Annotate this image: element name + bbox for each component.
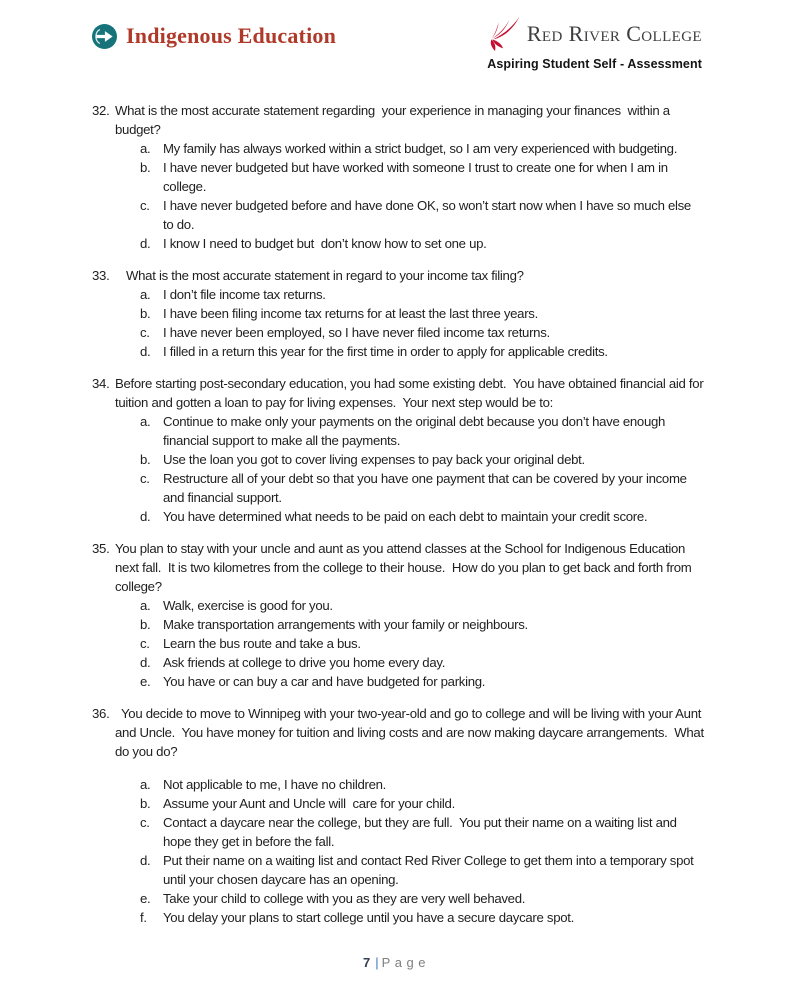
option-letter: a.: [140, 287, 151, 302]
option-letter: c.: [140, 815, 150, 830]
option-text: Put their name on a waiting list and contact Red River College to get them into a temporary spot until your chosen daycare has an opening.: [163, 853, 697, 887]
option-letter: d.: [140, 344, 151, 359]
option-letter: a.: [140, 598, 151, 613]
answer-option: [140, 653, 704, 672]
question-number: 33.: [92, 268, 110, 283]
answer-option: [140, 851, 704, 889]
option-letter: e.: [140, 674, 151, 689]
answer-option: [140, 908, 704, 927]
question-33: [92, 266, 704, 361]
option-letter: e.: [140, 891, 151, 906]
answer-option: [140, 634, 704, 653]
option-text: Take your child to college with you as they are very well behaved.: [163, 891, 526, 906]
page-number: 7: [363, 955, 371, 970]
question-text: You plan to stay with your uncle and aunt as you attend classes at the School for Indigenous Education next fall. It is two kilometres from the college to their house. How do you plan to get back and forth from college?: [115, 541, 695, 594]
answer-option: [140, 323, 704, 342]
question-35: [92, 539, 704, 691]
option-text: Walk, exercise is good for you.: [163, 598, 333, 613]
option-letter: b.: [140, 617, 151, 632]
answer-option: [140, 234, 704, 253]
option-text: Ask friends at college to drive you home every day.: [163, 655, 446, 670]
question-36: [92, 704, 708, 927]
option-text: My family has always worked within a strict budget, so I am very experienced with budgeting.: [163, 141, 678, 156]
option-letter: d.: [140, 853, 151, 868]
option-text: Use the loan you got to cover living expenses to pay back your original debt.: [163, 452, 585, 467]
question-number: 36.: [92, 706, 110, 721]
question-number: 32.: [92, 103, 110, 118]
option-text: I have never budgeted but have worked with someone I trust to create one for when I am in college.: [163, 160, 672, 194]
indigenous-education-logo: [92, 23, 336, 49]
questionnaire-body: [92, 101, 708, 940]
answer-option: [140, 285, 704, 304]
indigenous-education-wordmark: Indigenous Education: [126, 23, 337, 48]
option-letter: c.: [140, 471, 150, 486]
option-text: I know I need to budget but don’t know how to set one up.: [163, 236, 487, 251]
option-text: Continue to make only your payments on the original debt because you don’t have enough financial support to make all the payments.: [163, 414, 669, 448]
arrow-circle-icon: [92, 24, 117, 49]
option-text: Contact a daycare near the college, but they are full. You put their name on a waiting list and hope they get in before the fall.: [163, 815, 681, 849]
option-letter: d.: [140, 655, 151, 670]
answer-option: [140, 196, 704, 234]
option-text: I have never budgeted before and have done OK, so won’t start now when I have so much else to do.: [163, 198, 695, 232]
option-text: I have never been employed, so I have never filed income tax returns.: [163, 325, 550, 340]
option-letter: b.: [140, 452, 151, 467]
option-letter: a.: [140, 414, 151, 429]
answer-option: [140, 596, 704, 615]
option-text: I have been filing income tax returns for at least the last three years.: [163, 306, 538, 321]
page-label: Page: [381, 955, 430, 970]
option-letter: a.: [140, 777, 151, 792]
option-text: Learn the bus route and take a bus.: [163, 636, 361, 651]
red-river-college-wordmark: Red River College: [526, 21, 702, 46]
option-text: Restructure all of your debt so that you have one payment that can be covered by your income and financial support.: [163, 471, 691, 505]
red-river-college-flower-icon: [486, 17, 522, 51]
option-text: Not applicable to me, I have no children.: [163, 777, 387, 792]
page-footer: [0, 955, 793, 970]
option-text: Make transportation arrangements with your family or neighbours.: [163, 617, 528, 632]
answer-option: [140, 158, 704, 196]
answer-option: [140, 889, 704, 908]
option-text: You have or can buy a car and have budgeted for parking.: [163, 674, 486, 689]
answer-option: [140, 813, 704, 851]
question-32: [92, 101, 704, 253]
option-letter: d.: [140, 236, 151, 251]
answer-option: [140, 775, 704, 794]
answer-option: [140, 139, 704, 158]
answer-option: [140, 412, 704, 450]
question-34: [92, 374, 707, 526]
option-letter: c.: [140, 325, 150, 340]
answer-option: [140, 469, 704, 507]
answer-options: [140, 285, 704, 361]
answer-option: [140, 342, 704, 361]
question-text: What is the most accurate statement regarding your experience in managing your finances within a budget?: [115, 103, 674, 137]
answer-options: [140, 139, 704, 253]
option-text: I filled in a return this year for the first time in order to apply for applicable credits.: [163, 344, 608, 359]
answer-option: [140, 304, 704, 323]
option-letter: f.: [140, 910, 147, 925]
question-text: What is the most accurate statement in regard to your income tax filing?: [126, 268, 524, 283]
question-text: You decide to move to Winnipeg with your two-year-old and go to college and will be living with your Aunt and Uncle. You have money for tuition and living costs and are now making daycare arrangements. What do you do?: [115, 706, 708, 759]
option-text: Assume your Aunt and Uncle will care for your child.: [163, 796, 455, 811]
answer-option: [140, 615, 704, 634]
option-letter: a.: [140, 141, 151, 156]
answer-option: [140, 794, 704, 813]
answer-options: [140, 412, 704, 526]
answer-option: [140, 450, 704, 469]
option-letter: c.: [140, 198, 150, 213]
option-text: I don’t file income tax returns.: [163, 287, 326, 302]
option-text: You have determined what needs to be paid on each debt to maintain your credit score.: [163, 509, 648, 524]
answer-option: [140, 507, 704, 526]
option-letter: d.: [140, 509, 151, 524]
red-river-college-logo: [486, 17, 702, 71]
option-text: You delay your plans to start college until you have a secure daycare spot.: [163, 910, 575, 925]
question-number: 35.: [92, 541, 110, 556]
question-text: Before starting post-secondary education, you had some existing debt. You have obtained financial aid for tuition and gotten a loan to pay for living expenses. Your next step would be to:: [115, 376, 707, 410]
option-letter: b.: [140, 796, 151, 811]
option-letter: c.: [140, 636, 150, 651]
answer-option: [140, 672, 704, 691]
question-number: 34.: [92, 376, 110, 391]
answer-options: [140, 775, 704, 927]
footer-separator: |: [375, 955, 379, 970]
answer-options: [140, 596, 704, 691]
option-letter: b.: [140, 160, 151, 175]
option-letter: b.: [140, 306, 151, 321]
document-subtitle: Aspiring Student Self - Assessment: [487, 57, 702, 71]
